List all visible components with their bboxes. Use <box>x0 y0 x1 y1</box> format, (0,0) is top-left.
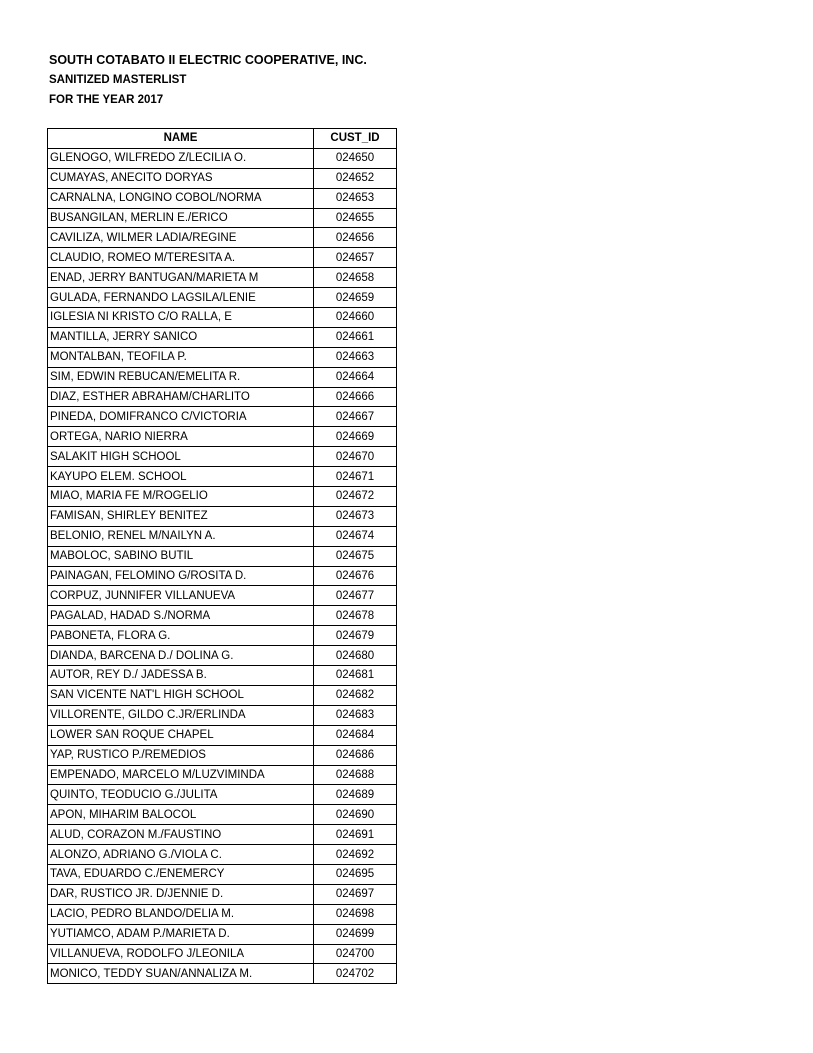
customer-id-cell: 024652 <box>314 168 397 188</box>
table-header-row <box>48 129 397 149</box>
customer-id-cell: 024698 <box>314 904 397 924</box>
customer-id-cell: 024677 <box>314 586 397 606</box>
table-row <box>48 805 397 825</box>
customer-name-cell: YAP, RUSTICO P./REMEDIOS <box>48 745 314 765</box>
customer-id-cell: 024663 <box>314 347 397 367</box>
table-row <box>48 407 397 427</box>
table-row <box>48 646 397 666</box>
customer-name-cell: AUTOR, REY D./ JADESSA B. <box>48 666 314 686</box>
table-row <box>48 506 397 526</box>
customer-name-cell: GLENOGO, WILFREDO Z/LECILIA O. <box>48 148 314 168</box>
table-row <box>48 904 397 924</box>
customer-name-cell: YUTIAMCO, ADAM P./MARIETA D. <box>48 924 314 944</box>
customer-id-cell: 024672 <box>314 487 397 507</box>
customer-name-cell: BELONIO, RENEL M/NAILYN A. <box>48 526 314 546</box>
customer-id-cell: 024657 <box>314 248 397 268</box>
customer-id-cell: 024675 <box>314 546 397 566</box>
customer-name-cell: DAR, RUSTICO JR. D/JENNIE D. <box>48 884 314 904</box>
table-row <box>48 666 397 686</box>
table-row <box>48 347 397 367</box>
table-row <box>48 566 397 586</box>
customer-id-cell: 024690 <box>314 805 397 825</box>
customer-name-cell: GULADA, FERNANDO LAGSILA/LENIE <box>48 288 314 308</box>
customer-name-cell: SIM, EDWIN REBUCAN/EMELITA R. <box>48 367 314 387</box>
customer-name-cell: MABOLOC, SABINO BUTIL <box>48 546 314 566</box>
document-title: SANITIZED MASTERLIST <box>49 74 187 86</box>
table-row <box>48 387 397 407</box>
table-row <box>48 148 397 168</box>
table-row <box>48 327 397 347</box>
table-row <box>48 208 397 228</box>
customer-name-cell: KAYUPO ELEM. SCHOOL <box>48 467 314 487</box>
document-period: FOR THE YEAR 2017 <box>49 94 164 106</box>
customer-id-cell: 024686 <box>314 745 397 765</box>
table-row <box>48 168 397 188</box>
customer-id-cell: 024681 <box>314 666 397 686</box>
customer-id-cell: 024669 <box>314 427 397 447</box>
customer-name-cell: VILLORENTE, GILDO C.JR/ERLINDA <box>48 705 314 725</box>
customer-name-cell: ENAD, JERRY BANTUGAN/MARIETA M <box>48 268 314 288</box>
table-row <box>48 586 397 606</box>
customer-name-cell: MONICO, TEDDY SUAN/ANNALIZA M. <box>48 964 314 984</box>
customer-id-cell: 024673 <box>314 506 397 526</box>
customer-name-cell: DIAZ, ESTHER ABRAHAM/CHARLITO <box>48 387 314 407</box>
table-row <box>48 845 397 865</box>
table-row <box>48 964 397 984</box>
customer-id-cell: 024670 <box>314 447 397 467</box>
customer-name-cell: LACIO, PEDRO BLANDO/DELIA M. <box>48 904 314 924</box>
table-row <box>48 427 397 447</box>
customer-id-cell: 024667 <box>314 407 397 427</box>
table-row <box>48 288 397 308</box>
customer-name-cell: BUSANGILAN, MERLIN E./ERICO <box>48 208 314 228</box>
customer-id-cell: 024661 <box>314 327 397 347</box>
table-row <box>48 785 397 805</box>
customer-id-cell: 024684 <box>314 725 397 745</box>
table-row <box>48 188 397 208</box>
customer-name-cell: ALUD, CORAZON M./FAUSTINO <box>48 825 314 845</box>
table-row <box>48 268 397 288</box>
customer-id-cell: 024653 <box>314 188 397 208</box>
table-row <box>48 447 397 467</box>
table-row <box>48 546 397 566</box>
customer-id-cell: 024689 <box>314 785 397 805</box>
customer-name-cell: CUMAYAS, ANECITO DORYAS <box>48 168 314 188</box>
table-row <box>48 606 397 626</box>
customer-id-cell: 024674 <box>314 526 397 546</box>
customer-id-cell: 024691 <box>314 825 397 845</box>
customer-id-cell: 024660 <box>314 308 397 328</box>
customer-id-cell: 024682 <box>314 685 397 705</box>
customer-id-cell: 024676 <box>314 566 397 586</box>
column-header-cust-id: CUST_ID <box>314 129 397 149</box>
customer-name-cell: MANTILLA, JERRY SANICO <box>48 327 314 347</box>
table-row <box>48 705 397 725</box>
customer-name-cell: CLAUDIO, ROMEO M/TERESITA A. <box>48 248 314 268</box>
customer-id-cell: 024699 <box>314 924 397 944</box>
customer-name-cell: VILLANUEVA, RODOLFO J/LEONILA <box>48 944 314 964</box>
table-row <box>48 626 397 646</box>
table-row <box>48 924 397 944</box>
customer-id-cell: 024659 <box>314 288 397 308</box>
customer-name-cell: CARNALNA, LONGINO COBOL/NORMA <box>48 188 314 208</box>
customer-id-cell: 024655 <box>314 208 397 228</box>
customer-name-cell: MONTALBAN, TEOFILA P. <box>48 347 314 367</box>
customer-id-cell: 024692 <box>314 845 397 865</box>
customer-name-cell: CORPUZ, JUNNIFER VILLANUEVA <box>48 586 314 606</box>
customer-name-cell: SAN VICENTE NAT'L HIGH SCHOOL <box>48 685 314 705</box>
customer-id-cell: 024700 <box>314 944 397 964</box>
customer-name-cell: ALONZO, ADRIANO G./VIOLA C. <box>48 845 314 865</box>
customer-id-cell: 024664 <box>314 367 397 387</box>
table-row <box>48 367 397 387</box>
customer-id-cell: 024680 <box>314 646 397 666</box>
table-row <box>48 487 397 507</box>
table-body <box>48 148 397 983</box>
customer-id-cell: 024678 <box>314 606 397 626</box>
customer-name-cell: EMPENADO, MARCELO M/LUZVIMINDA <box>48 765 314 785</box>
customer-name-cell: IGLESIA NI KRISTO C/O RALLA, E <box>48 308 314 328</box>
customer-id-cell: 024679 <box>314 626 397 646</box>
customer-name-cell: QUINTO, TEODUCIO G./JULITA <box>48 785 314 805</box>
table-row <box>48 228 397 248</box>
customer-id-cell: 024697 <box>314 884 397 904</box>
table-row <box>48 825 397 845</box>
company-name: SOUTH COTABATO II ELECTRIC COOPERATIVE, INC. <box>49 53 367 67</box>
customer-id-cell: 024683 <box>314 705 397 725</box>
table-row <box>48 685 397 705</box>
document-header <box>49 50 367 110</box>
customer-name-cell: LOWER SAN ROQUE CHAPEL <box>48 725 314 745</box>
table-row <box>48 248 397 268</box>
customer-name-cell: ORTEGA, NARIO NIERRA <box>48 427 314 447</box>
customer-name-cell: SALAKIT HIGH SCHOOL <box>48 447 314 467</box>
customer-id-cell: 024656 <box>314 228 397 248</box>
customer-name-cell: PAGALAD, HADAD S./NORMA <box>48 606 314 626</box>
table-row <box>48 864 397 884</box>
customer-id-cell: 024658 <box>314 268 397 288</box>
customer-name-cell: FAMISAN, SHIRLEY BENITEZ <box>48 506 314 526</box>
table-row <box>48 526 397 546</box>
customer-name-cell: TAVA, EDUARDO C./ENEMERCY <box>48 864 314 884</box>
customer-name-cell: PAINAGAN, FELOMINO G/ROSITA D. <box>48 566 314 586</box>
table-row <box>48 765 397 785</box>
customer-name-cell: APON, MIHARIM BALOCOL <box>48 805 314 825</box>
table-row <box>48 725 397 745</box>
table-row <box>48 467 397 487</box>
customer-id-cell: 024671 <box>314 467 397 487</box>
customer-name-cell: PINEDA, DOMIFRANCO C/VICTORIA <box>48 407 314 427</box>
masterlist-table <box>47 128 397 984</box>
customer-name-cell: MIAO, MARIA FE M/ROGELIO <box>48 487 314 507</box>
customer-id-cell: 024702 <box>314 964 397 984</box>
table-row <box>48 884 397 904</box>
customer-name-cell: DIANDA, BARCENA D./ DOLINA G. <box>48 646 314 666</box>
table-row <box>48 308 397 328</box>
customer-name-cell: CAVILIZA, WILMER LADIA/REGINE <box>48 228 314 248</box>
customer-id-cell: 024650 <box>314 148 397 168</box>
customer-id-cell: 024688 <box>314 765 397 785</box>
table-row <box>48 944 397 964</box>
customer-name-cell: PABONETA, FLORA G. <box>48 626 314 646</box>
table-row <box>48 745 397 765</box>
customer-id-cell: 024695 <box>314 864 397 884</box>
column-header-name: NAME <box>48 129 314 149</box>
customer-id-cell: 024666 <box>314 387 397 407</box>
